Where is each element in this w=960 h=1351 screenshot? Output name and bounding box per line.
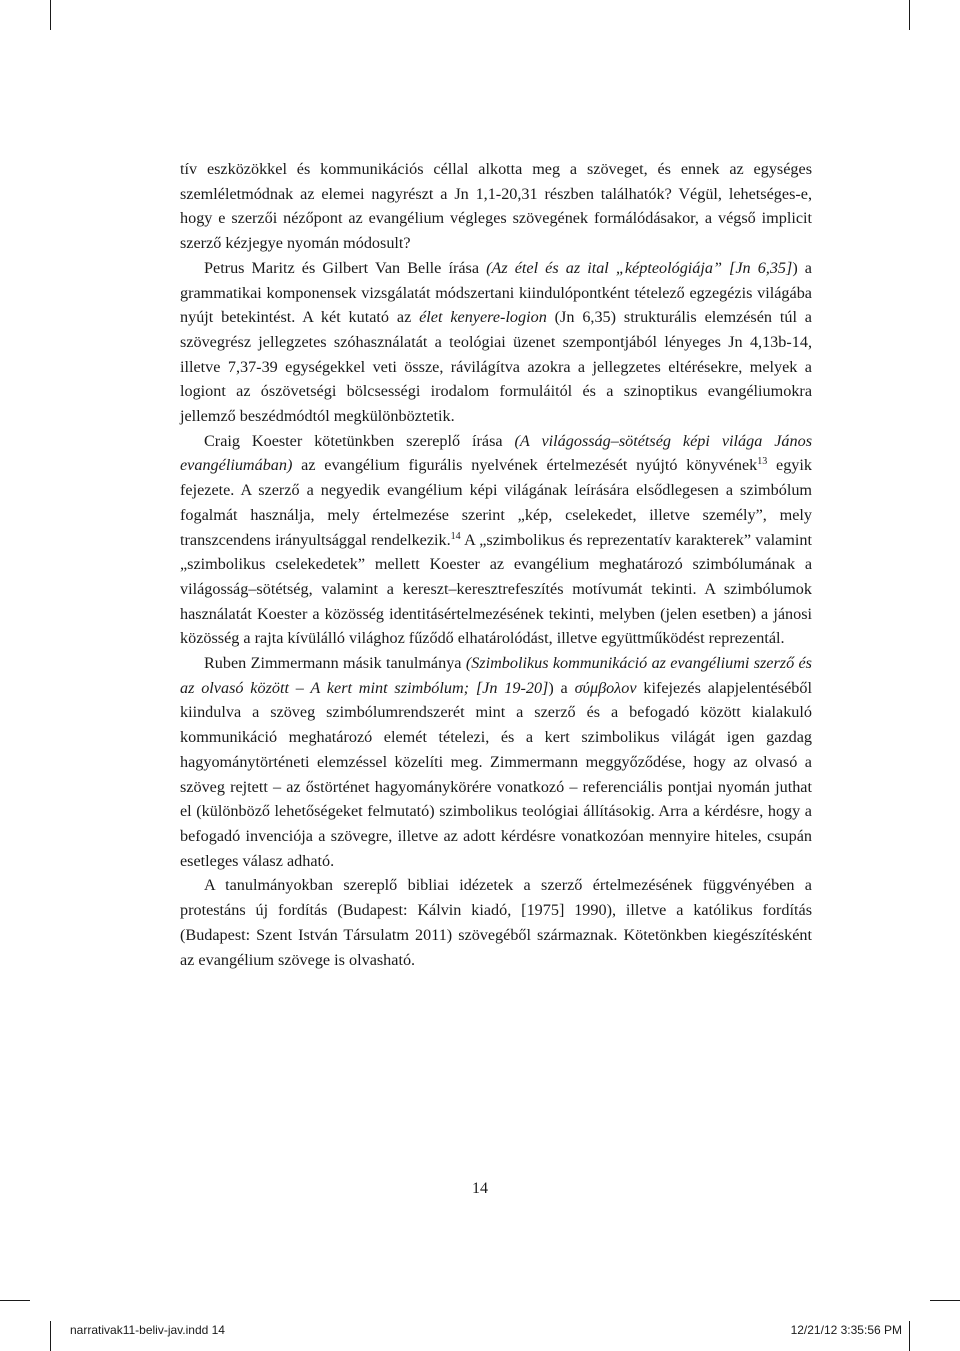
crop-mark-top-left [50, 0, 51, 30]
text-run: kifejezés alapjelentéséből kiindulva a szöveg szimbólumrendszerét mint a szerző és a befogadó között kialakuló kommunikáció meghatározó elemét tételezi, és a kert szimbolikus világát igen gazdag hagyománytörténeti elemzéssel közelíti meg. Zimmermann meggyőződése, hogy az olvasó a szöveg rejtett – az őstörténet hagyománykörére vonatkozó – referenciális pontjai nyomán juthat el (különböző lehetőségeket felmutató) szimbolikus teológiai állításokig. Arra a kérdésre, hogy a befogadó invenciója a szövegre, illetve az adott kérdésre vonatkozóan mennyire hiteles, csupán esetleges válasz adható. [180, 678, 812, 870]
text-run: A „szimbolikus és reprezentatív karakterek” valamint „szimbolikus cselekedetek” mellett Koester az evangélium meghatározó szimbólumának a világosság–sötétség, valamint a kereszt–keresztrefeszítés motívumát tekinti. A szimbólumok használatát Koester a közösség identitásértelmezésének tekinti, melyben (jelen esetben) a jánosi közösség a rajta kívülálló világhoz fűződő elhatárolódást, illetve együttműködést reprezentál. [180, 530, 812, 648]
italic-text: σύμβολον [574, 678, 637, 697]
slug-filename: narrativak11-beliv-jav.indd 14 [70, 1323, 225, 1337]
italic-text: élet kenyere-logion [419, 308, 547, 327]
page-number: 14 [472, 1180, 488, 1197]
crop-mark-left-bottom-horizontal [0, 1300, 30, 1301]
text-run: tív eszközökkel és kommunikációs céllal alkotta meg a szöveget, és ennek az egységes szemléletmódnak az elemei nagyrészt a Jn 1,1-20,31 részben találhatók? Végül, lehetséges-e, hogy e szerzői nézőpont az evangélium végleges szövegének formálódásakor, a végső implicit szerző kézjegye nyomán módosult? [180, 160, 812, 253]
paragraph [180, 873, 812, 972]
text-run: Petrus Maritz és Gilbert Van Belle írása [204, 258, 487, 277]
crop-mark-bottom-right [909, 1321, 910, 1351]
text-run: (Jn 6,35) strukturális elemzésén túl a szövegrész jellegzetes szóhasználatát a teológiai üzenet szempontjából lényeges Jn 4,13b-14, illetve 7,37-39 egységekkel veti össze, rávilágítva azokra a jellegzetes eltérésekre, melyek a logiont az ószövetségi bölcsességi irodalom formuláitól és a szinoptikus evangéliumokra jellemző beszédmódtól megkülönböztetik. [180, 308, 812, 426]
italic-text: (Az étel és az ital „képteológiája” [Jn 6,35] [486, 258, 793, 277]
body-text [180, 157, 812, 972]
text-run: egyik fejezete. A szerző a negyedik evangélium képi világának leírására elsődlegesen a szimbólum fogalmát használja, mely értelmezése szerint „kép, cselekedet, illetve személy”, mely transzcendens irányultsággal rendelkezik. [180, 456, 812, 549]
footnote-ref: 13 [757, 456, 768, 468]
italic-text: (Szimbolikus kommunikáció az evangéliumi szerző és az olvasó között – A kert mint szimbólum; [Jn 19-20] [180, 654, 812, 697]
crop-mark-top-right [909, 0, 910, 30]
paragraph [180, 157, 812, 256]
slug-timestamp: 12/21/12 3:35:56 PM [790, 1323, 902, 1337]
crop-mark-right-bottom-horizontal [930, 1300, 960, 1301]
footnote-ref: 14 [450, 530, 461, 542]
text-run: Craig Koester kötetünkben szereplő írása [204, 431, 515, 450]
text-run: az evangélium figurális nyelvének értelmezését nyújtó könyvének [292, 456, 758, 475]
paragraph [180, 651, 812, 873]
paragraph [180, 429, 812, 651]
text-run: ) a grammatikai komponensek vizsgálatát módszertani kiindulópontként tételező egzegézis világába nyújt betekintést. A két kutató az [180, 258, 812, 327]
text-run: Ruben Zimmermann másik tanulmánya [204, 654, 466, 673]
paragraph [180, 256, 812, 429]
text-run: A tanulmányokban szereplő bibliai idézetek a szerző értelmezésének függvényében a protestáns új fordítás (Budapest: Kálvin kiadó, [1975] 1990), illetve a katólikus fordítás (Budapest: Szent István Társulatm 2011) szövegéből származnak. Kötetönkben kiegészítésként az evangélium szövege is olvasható. [180, 876, 812, 969]
text-run: ) a [548, 678, 575, 697]
italic-text: (A világosság–sötétség képi világa János evangéliumában) [180, 431, 812, 475]
crop-mark-bottom-left [50, 1321, 51, 1351]
